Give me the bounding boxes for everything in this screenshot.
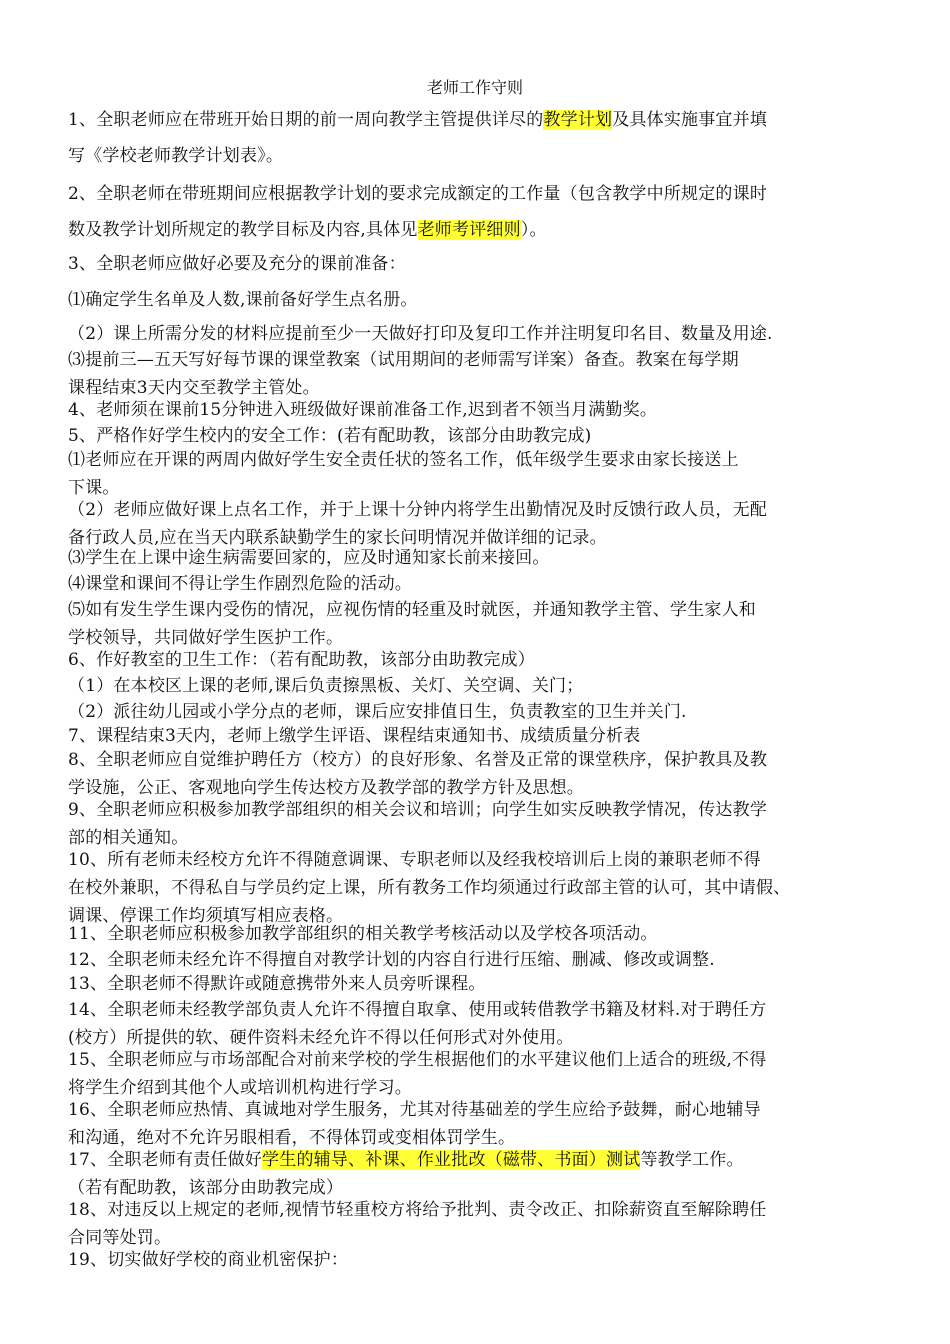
text-segment: （1）在本校区上课的老师,课后负责擦黑板、关灯、关空调、关门； — [68, 676, 584, 696]
paragraph — [68, 672, 890, 700]
text-line — [68, 1146, 890, 1174]
text-segment: 9、全职老师应积极参加教学部组织的相关会议和培训；向学生如实反映教学情况，传达教学 — [68, 800, 768, 820]
text-segment: ⑶提前三—五天写好每节课的课堂教案（试用期间的老师需写详案）备查。教案在每学期 — [68, 350, 739, 370]
text-line — [68, 320, 890, 348]
text-segment: ⑴确定学生名单及人数,课前备好学生点名册。 — [68, 290, 418, 310]
highlighted-text: 学生的辅导、补课、作业批改（磁带、书面）测试 — [262, 1150, 641, 1170]
paragraph — [68, 106, 890, 170]
text-line — [68, 646, 890, 674]
text-segment: 学校领导，共同做好学生医护工作。 — [68, 628, 344, 648]
text-segment: 8、全职老师应自觉维护聘任方（校方）的良好形象、名誉及正常的课堂秩序，保护教具及教 — [68, 750, 768, 770]
text-line — [68, 1196, 890, 1224]
text-segment: 11、全职老师应积极参加教学部组织的相关教学考核活动以及学校各项活动。 — [68, 924, 658, 944]
paragraph — [68, 446, 890, 502]
paragraph — [68, 286, 890, 314]
text-segment: 调课、停课工作均须填写相应表格。 — [68, 906, 344, 926]
paragraph — [68, 646, 890, 674]
text-line — [68, 286, 890, 314]
text-line — [68, 180, 890, 208]
text-line — [68, 1096, 890, 1124]
text-line — [68, 796, 890, 824]
text-segment: 13、全职老师不得默许或随意携带外来人员旁听课程。 — [68, 974, 486, 994]
text-segment: 将学生介绍到其他个人或培训机构进行学习。 — [68, 1078, 412, 1098]
text-line — [68, 996, 890, 1024]
text-line — [68, 920, 890, 948]
text-segment: （2）老师应做好课上点名工作，并于上课十分钟内将学生出勤情况及时反馈行政人员，无配 — [68, 500, 768, 520]
text-segment: 合同等处罚。 — [68, 1228, 172, 1248]
text-segment: （2）派往幼儿园或小学分点的老师，课后应安排值日生，负责教室的卫生并关门. — [68, 702, 687, 722]
text-segment: 16、全职老师应热情、真诚地对学生服务，尤其对待基础差的学生应给予鼓舞，耐心地辅导 — [68, 1100, 761, 1120]
text-line — [68, 142, 890, 170]
text-segment: 5、严格作好学生校内的安全工作：(若有配助教，该部分由助教完成) — [68, 426, 592, 446]
paragraph — [68, 180, 890, 244]
paragraph — [68, 1246, 890, 1274]
text-segment: 及具体实施事宜并填 — [612, 110, 768, 130]
text-segment: （若有配助教，该部分由助教完成） — [68, 1178, 344, 1198]
text-segment: 19、切实做好学校的商业机密保护： — [68, 1250, 349, 1270]
text-line — [68, 496, 890, 524]
paragraph — [68, 1046, 890, 1102]
text-line — [68, 746, 890, 774]
text-segment: 数及教学计划所规定的教学目标及内容,具体见 — [68, 220, 418, 240]
paragraph — [68, 596, 890, 652]
text-line — [68, 106, 890, 134]
document-title: 老师工作守则 — [426, 78, 523, 97]
text-segment: 备行政人员,应在当天内联系缺勤学生的家长问明情况并做详细的记录。 — [68, 528, 607, 548]
paragraph — [68, 320, 890, 348]
highlighted-text: 教学计划 — [543, 110, 613, 130]
paragraph — [68, 846, 890, 930]
highlighted-text: 老师考评细则 — [417, 220, 521, 240]
text-segment: ⑸如有发生学生课内受伤的情况，应视伤情的轻重及时就医，并通知教学主管、学生家人和 — [68, 600, 756, 620]
paragraph — [68, 396, 890, 424]
text-segment: 课程结束3天内交至教学主管处。 — [68, 378, 320, 398]
paragraph — [68, 796, 890, 852]
paragraph — [68, 970, 890, 998]
text-segment: 下课。 — [68, 478, 120, 498]
paragraph — [68, 1196, 890, 1252]
text-line — [68, 250, 890, 278]
paragraph — [68, 1096, 890, 1152]
text-segment: 部的相关通知。 — [68, 828, 189, 848]
text-segment: ⑴老师应在开课的两周内做好学生安全责任状的签名工作，低年级学生要求由家长接送上 — [68, 450, 739, 470]
text-segment: 17、全职老师有责任做好 — [68, 1150, 263, 1170]
text-segment: (校方）所提供的软、硬件资料未经允许不得以任何形式对外使用。 — [68, 1028, 574, 1048]
text-line — [68, 544, 890, 572]
text-segment: 6、作好教室的卫生工作：（若有配助教，该部分由助教完成） — [68, 650, 535, 670]
paragraph — [68, 1146, 890, 1202]
text-segment: 和沟通，绝对不允许另眼相看，不得体罚或变相体罚学生。 — [68, 1128, 516, 1148]
text-segment: ⑷课堂和课间不得让学生作剧烈危险的活动。 — [68, 574, 412, 594]
text-segment: （2）课上所需分发的材料应提前至少一天做好打印及复印工作并注明复印名目、数量及用途. — [68, 324, 773, 344]
text-line — [68, 672, 890, 700]
text-line — [68, 1246, 890, 1274]
text-line — [68, 446, 890, 474]
text-segment: 在校外兼职，不得私自与学员约定上课，所有教务工作均须通过行政部主管的认可，其中请假、 — [68, 878, 791, 898]
text-segment: 写《学校老师教学计划表》。 — [68, 146, 284, 166]
text-line — [68, 216, 890, 244]
text-segment: 4、老师须在课前15分钟进入班级做好课前准备工作,迟到者不领当月满勤奖。 — [68, 400, 658, 420]
text-segment: 10、所有老师未经校方允许不得随意调课、专职老师以及经我校培训后上岗的兼职老师不得 — [68, 850, 761, 870]
text-line — [68, 874, 890, 902]
text-line — [68, 396, 890, 424]
text-segment: ）。 — [520, 220, 547, 240]
paragraph — [68, 250, 890, 278]
text-segment: 14、全职老师未经教学部负责人允许不得擅自取拿、使用或转借教学书籍及材料.对于聘任方 — [68, 1000, 767, 1020]
paragraph — [68, 570, 890, 598]
text-segment: 2、全职老师在带班期间应根据教学计划的要求完成额定的工作量（包含教学中所规定的课时 — [68, 184, 768, 204]
text-line — [68, 970, 890, 998]
paragraph — [68, 746, 890, 802]
text-line — [68, 570, 890, 598]
text-segment: 学设施，公正、客观地向学生传达校方及教学部的教学方针及思想。 — [68, 778, 584, 798]
text-segment: 7、课程结束3天内，老师上缴学生评语、课程结束通知书、成绩质量分析表 — [68, 726, 641, 746]
paragraph — [68, 996, 890, 1052]
text-segment: 等教学工作。 — [640, 1150, 744, 1170]
text-line — [68, 346, 890, 374]
paragraph — [68, 544, 890, 572]
paragraph — [68, 346, 890, 402]
text-segment: ⑶学生在上课中途生病需要回家的，应及时通知家长前来接回。 — [68, 548, 550, 568]
text-segment: 1、全职老师应在带班开始日期的前一周向教学主管提供详尽的 — [68, 110, 544, 130]
text-line — [68, 596, 890, 624]
text-segment: 15、全职老师应与市场部配合对前来学校的学生根据他们的水平建议他们上适合的班级,不得 — [68, 1050, 767, 1070]
text-segment: 18、对违反以上规定的老师,视情节轻重校方将给予批判、责令改正、扣除薪资直至解除聘任 — [68, 1200, 767, 1220]
text-line — [68, 1046, 890, 1074]
text-segment: 12、全职老师未经允许不得擅自对教学计划的内容自行进行压缩、删减、修改或调整. — [68, 950, 715, 970]
text-line — [68, 846, 890, 874]
text-segment: 3、全职老师应做好必要及充分的课前准备： — [68, 254, 406, 274]
paragraph — [68, 920, 890, 948]
